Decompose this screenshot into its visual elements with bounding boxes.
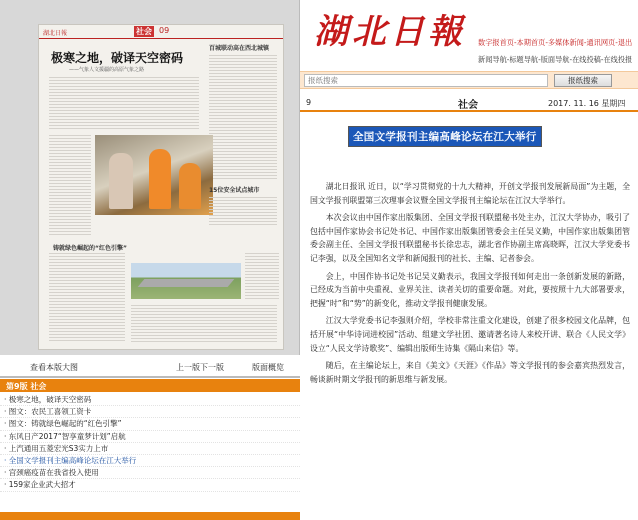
search-input[interactable] xyxy=(304,74,548,87)
section-bar-page: 第9版 xyxy=(6,382,28,391)
article-list-item[interactable]: · 图文：农民工喜领工资卡 xyxy=(0,406,300,418)
newspaper-page-thumbnail[interactable] xyxy=(38,24,284,350)
article-list-item[interactable]: · 上汽通用五菱宏光S3实力上市 xyxy=(0,443,300,455)
thumbnail-text-block xyxy=(49,135,91,235)
article-paragraph: 会上，中国作协书记处书记吴义勤表示，我国文学报刊如何走出一条创新发展的新路，已经成为当前中央重视、业界关注、读者关切的重要命题。对此，要按照十九大部署要求，把握“时”和“势”的新变化，推动文学报刊健康发展。 xyxy=(310,271,630,308)
nav-separator: - xyxy=(545,38,548,47)
topnav-link[interactable]: 数字报首页 xyxy=(478,38,514,47)
thumbnail-subhead: ——气象人文援疆的高原气象之路 xyxy=(69,67,145,73)
thumbnail-sidebox-title[interactable]: 15位安全试点城市 xyxy=(209,187,260,194)
divider xyxy=(0,376,300,378)
article-list-item[interactable]: · 全国文学报刊主编高峰论坛在江大举行 xyxy=(0,455,300,467)
topnav-link[interactable]: 多媒体新闻 xyxy=(547,38,584,47)
article-title: 全国文学报刊主编高峰论坛在江大举行 xyxy=(348,126,542,147)
sub-navigation xyxy=(478,55,638,65)
thumbnail-masthead xyxy=(39,25,283,39)
next-page-link[interactable]: 下一版 xyxy=(200,363,224,372)
article-paragraph: 江汉大学党委书记李强则介绍，学校非常注重文化建设，创建了很多校园文化品牌，包括开展“中华诗词进校园”活动、组建文学社团、邀请著名诗人来校开讲、联合《人民文学》设立“人民文学诗歌奖”、编辑出版师生诗集《隔山来信》等。 xyxy=(310,316,630,353)
article-list-item[interactable]: · 159家企业武大招才 xyxy=(0,479,300,491)
article-paragraph: 本次会议由中国作家出版集团、全国文学报刊联盟秘书处主办，江汉大学协办，吸引了包括中国作家协会书记处书记、中国作家出版集团管委会主任吴义勤，中国作家出版集团管委会副主任、全国文学报刊联盟秘书长徐忠志，湖北省作协副主席高晓晖，江汉大学党委书记李强，以及全国知名文学和新闻报刊的社长、主编、记者参会。 xyxy=(310,213,630,263)
section-bar-name: 社会 xyxy=(30,382,47,391)
nav-separator: - xyxy=(583,38,587,47)
thumbnail-page-number: 09 xyxy=(159,26,170,35)
top-navigation xyxy=(478,38,638,48)
topnav-link[interactable]: 通讯网页 xyxy=(586,38,616,47)
page-number: 9 xyxy=(306,98,312,107)
thumbnail-section-label: 社会 xyxy=(136,27,152,36)
bottom-bar xyxy=(0,512,300,520)
prev-page-link[interactable]: 上一版 xyxy=(176,363,200,372)
article-list-item[interactable]: · 东风日产2017“智享童梦计划”启航 xyxy=(0,431,300,443)
article-paragraph: 湖北日报讯 近日，以“学习贯彻党的十九大精神，开创文学报刊发展新局面”为主题，全国文学报刊联盟第三次理事会议暨全国文学报刊主编论坛在江汉大学举行。 xyxy=(310,182,630,205)
article-paragraph: 随后，在主编论坛上，来自《美文》《天涯》《作品》等文学报刊的参会嘉宾热烈发言，畅谈新时期文学报刊的新思维与新发展。 xyxy=(310,361,630,384)
thumbnail-text-block xyxy=(245,253,279,299)
subnav-link[interactable]: 在线投稿 xyxy=(572,55,601,64)
thumbnail-masthead-text: 湖北日報 xyxy=(43,30,68,37)
subnav-link[interactable]: 新闻导航 xyxy=(478,55,507,64)
thumbnail-side-title[interactable]: 百城联动高在西北城镇 xyxy=(209,45,270,52)
issue-date: 2017. 11. 16 星期四 xyxy=(548,99,626,108)
thumbnail-feature-title[interactable]: 铸就绿色崛起的“红色引擎” xyxy=(53,245,127,252)
thumbnail-headline[interactable]: 极寒之地，破译天空密码 xyxy=(51,51,184,65)
nav-separator: - xyxy=(538,55,541,64)
photo-figure xyxy=(109,153,133,209)
browse-pages-link[interactable]: 版面概览 xyxy=(252,363,284,372)
article-list xyxy=(0,394,300,492)
page-thumbnail-area xyxy=(0,0,300,355)
page-info-bar xyxy=(300,94,638,112)
topnav-link[interactable]: 退出 xyxy=(617,38,633,47)
nav-separator: - xyxy=(615,38,618,47)
thumbnail-photo[interactable] xyxy=(95,135,213,215)
section-bar xyxy=(0,379,300,392)
thumbnail-text-block xyxy=(49,77,199,129)
nav-separator: - xyxy=(569,55,573,64)
page-controls xyxy=(0,358,300,376)
page-name: 社会 xyxy=(458,100,478,111)
thumbnail-text-block xyxy=(209,55,277,179)
left-panel xyxy=(0,0,300,520)
thumbnail-text-block xyxy=(209,197,277,227)
photo-figure xyxy=(149,149,171,209)
nav-separator: - xyxy=(600,55,604,64)
thumbnail-text-block xyxy=(131,305,277,343)
search-button[interactable]: 报纸搜索 xyxy=(554,74,612,87)
thumbnail-text-block xyxy=(49,253,125,343)
article-body xyxy=(310,180,630,390)
photo-figure xyxy=(179,163,201,209)
article-list-item[interactable]: · 极寒之地，破译天空密码 xyxy=(0,394,300,406)
nav-separator: - xyxy=(506,55,510,64)
right-panel xyxy=(300,0,638,520)
subnav-link[interactable]: 标题导航 xyxy=(509,55,539,64)
view-large-image-link[interactable]: 查看本版大图 xyxy=(30,363,78,372)
article-list-item[interactable]: · 宫颈癌疫苗在我省投入使用 xyxy=(0,467,300,479)
thumbnail-highway-photo[interactable] xyxy=(131,263,241,299)
subnav-link[interactable]: 版面导航 xyxy=(540,55,570,64)
subnav-link[interactable]: 在线投报 xyxy=(603,55,633,64)
search-bar xyxy=(300,71,638,89)
site-logo[interactable]: 湖北日報 xyxy=(314,12,466,52)
article-list-item[interactable]: · 图文：铸就绿色崛起的“红色引擎” xyxy=(0,418,300,430)
topnav-link[interactable]: 本期首页 xyxy=(516,38,546,47)
nav-separator: - xyxy=(513,38,517,47)
